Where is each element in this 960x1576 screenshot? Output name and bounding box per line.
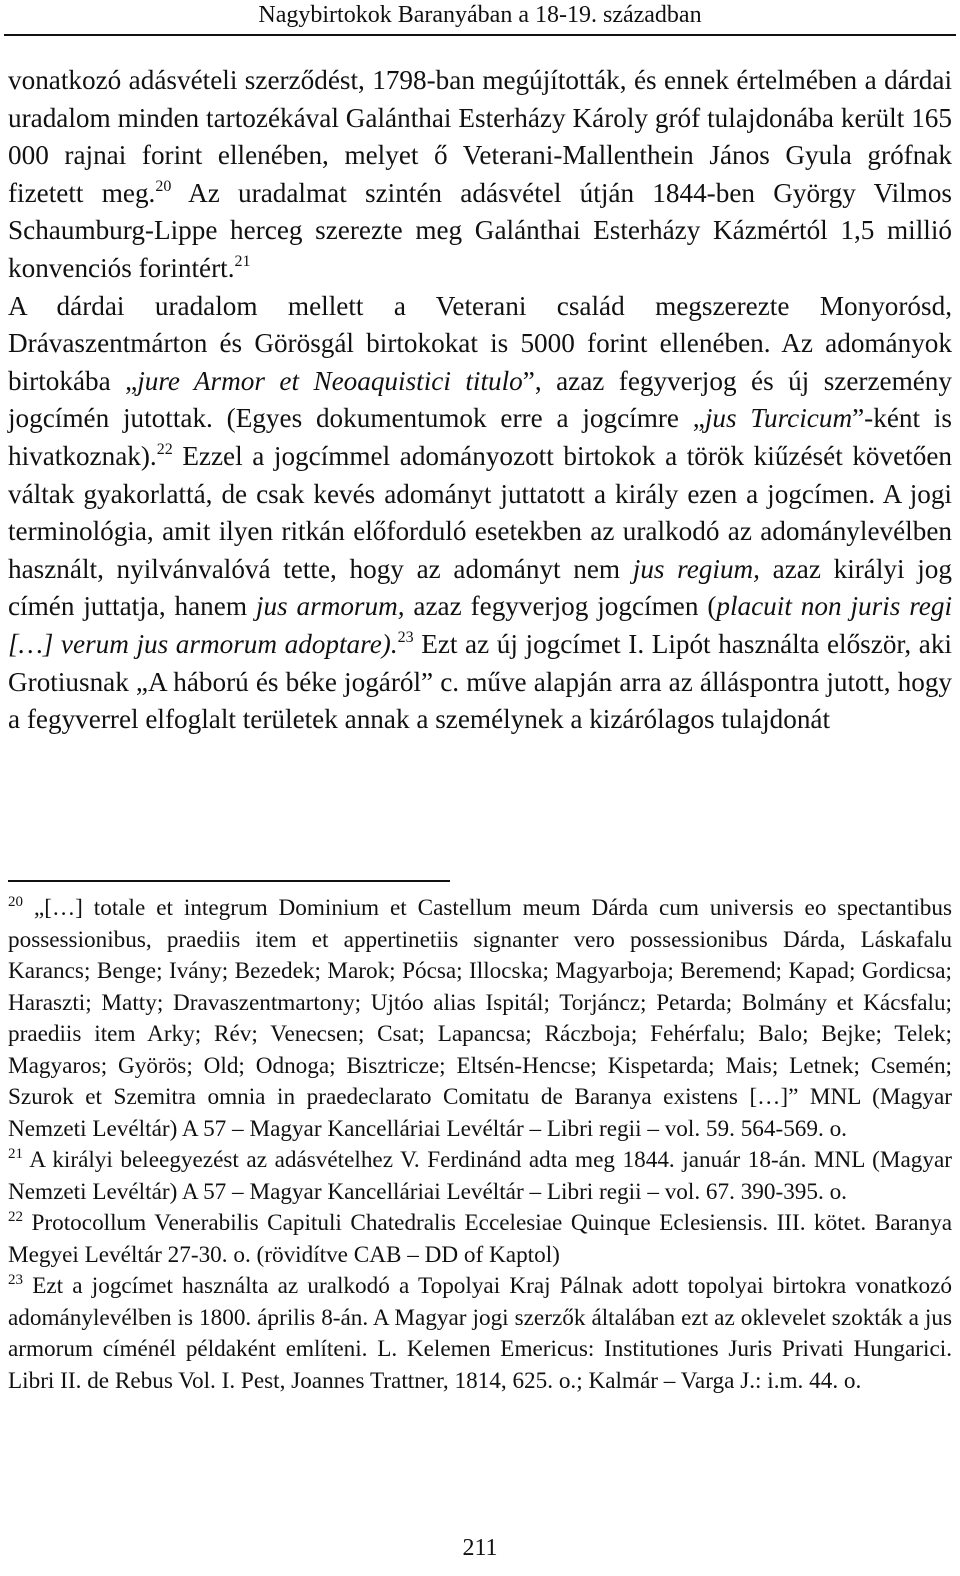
footnote-number: 20 xyxy=(8,894,23,910)
footnote-number: 22 xyxy=(8,1209,23,1225)
footnote-21 xyxy=(8,1145,952,1208)
footnote-ref-23[interactable]: 23 xyxy=(397,628,414,646)
footnotes xyxy=(8,893,952,1397)
footnote-separator xyxy=(8,880,450,882)
paragraph-2-text-a: A dárdai uradalom mellett a Veterani család megszerezte Monyorósd, Drávaszentmárton és Görösgál birtokokat is 5000 forint ellenében. Az adományok birtokába „ xyxy=(8,290,952,396)
footnote-ref-21[interactable]: 21 xyxy=(234,252,251,270)
footnote-ref-20[interactable]: 20 xyxy=(155,177,172,195)
latin-phrase: jus Turcicum xyxy=(704,403,853,434)
footnote-22 xyxy=(8,1208,952,1271)
footnote-number: 21 xyxy=(8,1146,23,1162)
latin-phrase: placuit non juris regi […] verum jus armorum adoptare). xyxy=(8,591,953,659)
paragraph-2 xyxy=(8,288,952,739)
latin-phrase: jure Armor et Neoaquistici titulo xyxy=(137,365,523,396)
footnote-text: Protocollum Venerabilis Capituli Chatedralis Eccelesiae Quinque Eclesiensis. III. kötet. Baranya Megyei Levéltár 27-30. o. (rövidítve CAB – DD of Kaptol) xyxy=(8,1210,952,1268)
footnote-text: A királyi beleegyezést az adásvételhez V. Ferdinánd adta meg 1844. január 18-án. MNL (Magyar Nemzeti Levéltár) A 57 – Magyar Kancelláriai Levéltár – Libri regii – vol. 67. 390-395. o. xyxy=(8,1147,952,1205)
paragraph-2-text-c: ”-ként is hivatkoznak). xyxy=(8,403,952,471)
latin-phrase: jus armorum, xyxy=(255,591,405,622)
footnote-text: Ezt a jogcímet használta az uralkodó a Topolyai Kraj Pálnak adott topolyai birtokra vonatkozó adománylevélben is 1800. április 8-án. A Magyar jogi szerzők általában ezt az oklevelet szokták a jus armorum címénél példaként említeni. L. Kelemen Emericus: Institutiones Juris Privati Hungarici. Libri II. de Rebus Vol. I. Pest, Joannes Trattner, 1814, 625. o.; Kalmár – Varga J.: i.m. 44. o. xyxy=(8,1273,952,1394)
footnote-number: 23 xyxy=(8,1272,23,1288)
footnote-text: „[…] totale et integrum Dominium et Castellum meum Dárda cum universis eo spectantibus possessionibus, praediis item et appertinetiis signanter vero possessionibus Dárda, Láskafalu Karancs; Benge; Ivány; Bezedek; Marok; Pócsa; Illocska; Magyarboja; Beremend; Kapad; Gordicsa; Haraszti; Matty; Dravaszentmartony; Ujtóo alias Ispitál; Torjáncz; Petarda; Bolmány et Kácsfalu; praediis item Arky; Rév; Venecsen; Csat; Lapancsa; Ráczboja; Fehérfalu; Balo; Bejke; Telek; Magyaros; Györös; Old; Odnoga; Bisztricze; Eltsén-Hencse; Kispetarda; Mais; Letnek; Csemén; Szurok et Szemitra omnia in praedeclarato Comitatu de Baranya existens […]” MNL (Magyar Nemzeti Levéltár) A 57 – Magyar Kancelláriai Levéltár – Libri regii – vol. 59. 564-569. o. xyxy=(8,895,952,1142)
paragraph-1 xyxy=(8,62,952,288)
paragraph-1-text-b: Az uradalmat szintén adásvétel útján 1844-ben György Vilmos Schaumburg-Lippe herceg szerezte meg Galánthai Esterházy Kázmértól 1,5 millió konvenciós forintért. xyxy=(8,177,953,283)
footnote-23 xyxy=(8,1271,952,1397)
running-header: Nagybirtokok Baranyában a 18-19. században xyxy=(258,2,702,28)
latin-phrase: jus regium, xyxy=(632,553,760,584)
footnote-20 xyxy=(8,893,952,1145)
paragraph-1-text-a: vonatkozó adásvételi szerződést, 1798-ban megújították, és ennek értelmében a dárdai uradalom minden tartozékával Galánthai Esterházy Károly gróf tulajdonába került 165 000 rajnai forint ellenében, melyet ő Veterani-Mallenthein János Gyula grófnak fizetett meg. xyxy=(8,65,952,208)
paragraph-2-text-g: Ezt az új jogcímet I. Lipót használta először, aki Grotiusnak „A háború és béke jogáról” c. műve alapján arra az álláspontra jutott, hogy a fegyverrel elfoglalt területek annak a személynek a kizárólagos tulajdonát xyxy=(8,628,952,735)
page-number: 211 xyxy=(462,1535,498,1561)
footnote-ref-22[interactable]: 22 xyxy=(156,440,173,458)
paragraph-2-text-b: ”, azaz fegyverjog és új szerzemény jogcímén jutottak. (Egyes dokumentumok erre a jogcímre „ xyxy=(8,365,952,434)
paragraph-2-text-d: Ezzel a jogcímmel adományozott birtokok a török kiűzését követően váltak gyakorlattá, de csak kevés adományt juttatott a király ezen a jogcímen. A jogi terminológia, amit ilyen ritkán előforduló esetekben az uralkodó az adománylevélben használt, nyilvánvalóvá tette, hogy az adományt nem xyxy=(8,440,952,584)
paragraph-2-text-e: azaz királyi jog címén juttatja, hanem xyxy=(8,553,952,622)
paragraph-2-text-f: azaz fegyverjog jogcímen ( xyxy=(404,591,717,622)
main-text xyxy=(8,62,952,739)
header-rule xyxy=(4,34,956,36)
